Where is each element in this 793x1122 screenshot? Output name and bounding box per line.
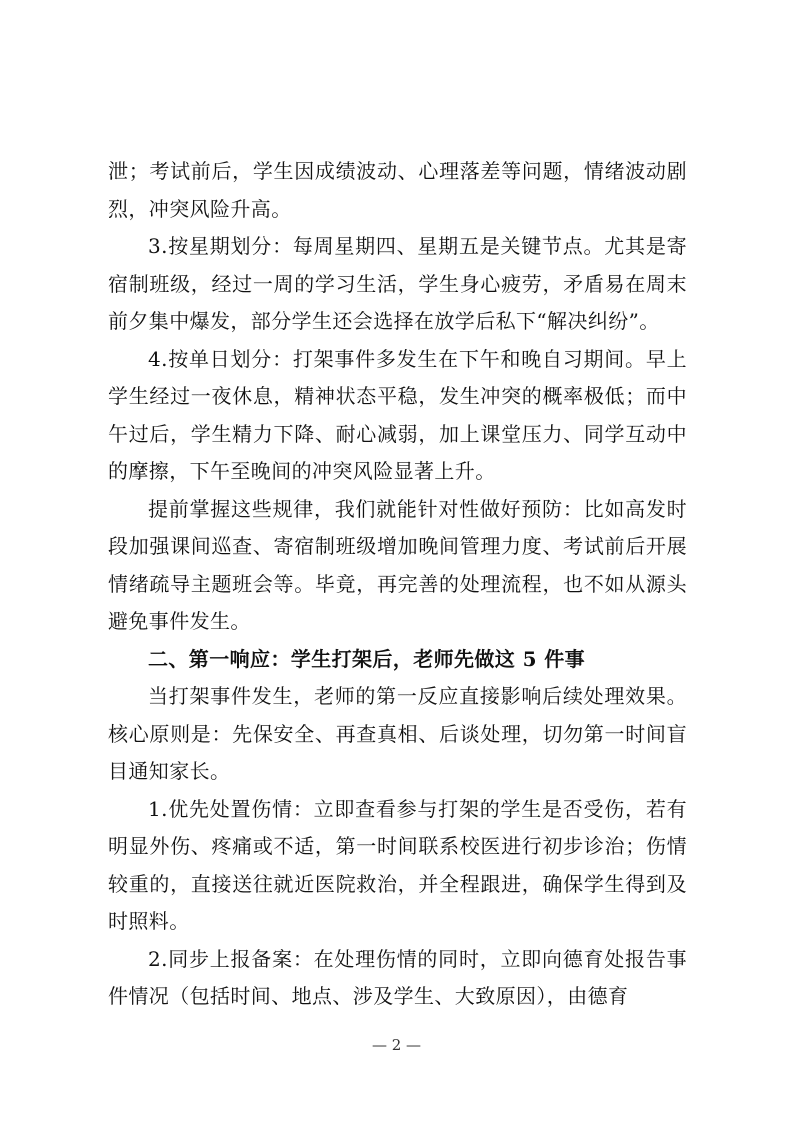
paragraph-continuation: 泄；考试前后，学生因成绩波动、心理落差等问题，情绪波动剧烈，冲突风险升高。 bbox=[108, 159, 687, 221]
paragraph-prevention: 提前掌握这些规律，我们就能针对性做好预防：比如高发时段加强课间巡查、寄宿制班级增加晚间管理力度、考试前后开展情绪疏导主题班会等。毕竟，再完善的处理流程，也不如从源头避免事件发生。 bbox=[108, 496, 687, 633]
section-heading: 二、第一响应：学生打架后，老师先做这 5 件事 bbox=[148, 646, 586, 671]
paragraph-report: 2.同步上报备案：在处理伤情的同时，立即向德育处报告事件情况（包括时间、地点、涉及学生、大致原因），由德育 bbox=[108, 946, 687, 1008]
paragraph-first-response: 当打架事件发生，老师的第一反应直接影响后续处理效果。核心原则是：先保安全、再查真相、后谈处理，切勿第一时间盲目通知家长。 bbox=[108, 684, 687, 783]
paragraph-weekday: 3.按星期划分：每周星期四、星期五是关键节点。尤其是寄宿制班级，经过一周的学习生活，学生身心疲劳，矛盾易在周末前夕集中爆发，部分学生还会选择在放学后私下“解决纠纷”。 bbox=[108, 234, 687, 333]
document-body bbox=[108, 153, 687, 1016]
page-number: — 2 — bbox=[371, 1036, 422, 1054]
paragraph-injury: 1.优先处置伤情：立即查看参与打架的学生是否受伤，若有明显外伤、疼痛或不适，第一时间联系校医进行初步诊治；伤情较重的，直接送往就近医院救治，并全程跟进，确保学生得到及时照料。 bbox=[108, 796, 687, 933]
paragraph-daytime: 4.按单日划分：打架事件多发生在下午和晚自习期间。早上学生经过一夜休息，精神状态平稳，发生冲突的概率极低；而中午过后，学生精力下降、耐心减弱，加上课堂压力、同学互动中的摩擦，下午至晚间的冲突风险显著上升。 bbox=[108, 346, 687, 483]
